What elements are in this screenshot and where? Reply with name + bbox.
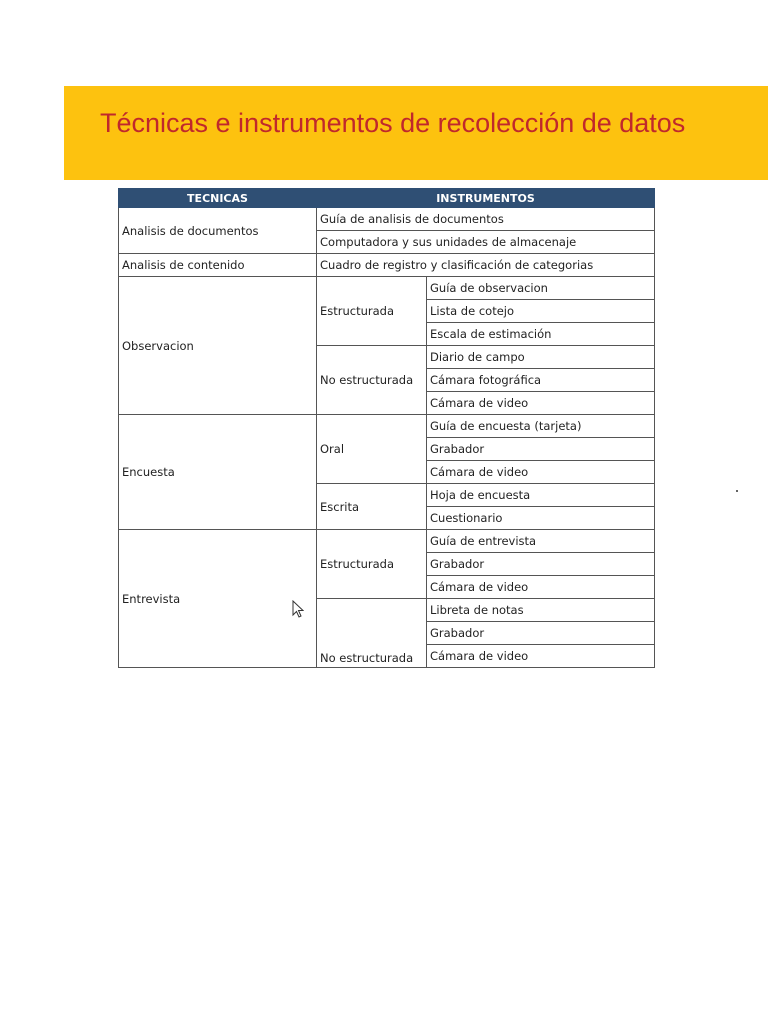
instrument-cell: Guía de analisis de documentos (317, 208, 655, 231)
instrument-cell: Cámara de video (427, 392, 655, 415)
stray-dot (736, 490, 738, 492)
instrument-cell: Computadora y sus unidades de almacenaje (317, 231, 655, 254)
instrument-cell: Grabador (427, 553, 655, 576)
techniques-table (118, 188, 655, 668)
instrument-cell: Grabador (427, 438, 655, 461)
instrument-cell: Guía de entrevista (427, 530, 655, 553)
subtype-oral: Oral (317, 415, 427, 484)
subtype-estructurada: Estructurada (317, 530, 427, 599)
page-title: Técnicas e instrumentos de recolección de datos (100, 108, 686, 138)
table-row (119, 208, 655, 231)
instrument-cell: Hoja de encuesta (427, 484, 655, 507)
instrument-cell: Guía de encuesta (tarjeta) (427, 415, 655, 438)
instrument-cell: Lista de cotejo (427, 300, 655, 323)
subtype-escrita: Escrita (317, 484, 427, 530)
mouse-pointer-icon (292, 600, 304, 618)
header-instrumentos: INSTRUMENTOS (317, 189, 655, 208)
subtype-no-estructurada: No estructurada (317, 346, 427, 415)
subtype-estructurada: Estructurada (317, 277, 427, 346)
header-tecnicas: TECNICAS (119, 189, 317, 208)
table-row (119, 415, 655, 438)
instrument-cell: Diario de campo (427, 346, 655, 369)
technique-observacion: Observacion (119, 277, 317, 415)
table-row (119, 277, 655, 300)
table-header-row (119, 189, 655, 208)
table-row (119, 254, 655, 277)
technique-entrevista: Entrevista (119, 530, 317, 668)
instrument-cell: Cámara fotográfica (427, 369, 655, 392)
technique-encuesta: Encuesta (119, 415, 317, 530)
subtype-no-estructurada: No estructurada (317, 599, 427, 668)
instrument-cell: Escala de estimación (427, 323, 655, 346)
instrument-cell: Cámara de video (427, 645, 655, 668)
title-banner (64, 86, 768, 180)
instrument-cell: Cuestionario (427, 507, 655, 530)
technique-analisis-documentos: Analisis de documentos (119, 208, 317, 254)
instrument-cell: Cámara de video (427, 576, 655, 599)
instrument-cell: Grabador (427, 622, 655, 645)
table-row (119, 530, 655, 553)
instrument-cell: Libreta de notas (427, 599, 655, 622)
technique-analisis-contenido: Analisis de contenido (119, 254, 317, 277)
instrument-cell: Cuadro de registro y clasificación de categorias (317, 254, 655, 277)
instrument-cell: Guía de observacion (427, 277, 655, 300)
instrument-cell: Cámara de video (427, 461, 655, 484)
